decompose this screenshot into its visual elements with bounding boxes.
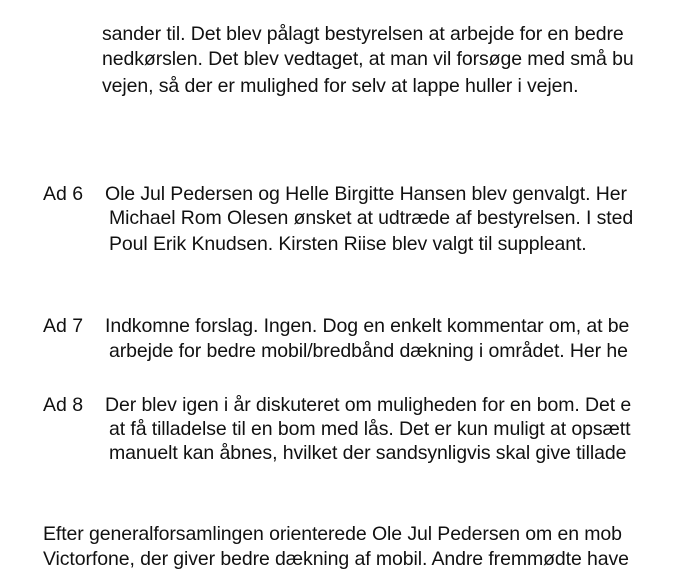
closing-line: Efter generalforsamlingen orienterede Ole Jul Pedersen om en mob xyxy=(43,523,622,545)
intro-line: vejen, så der er mulighed for selv at lappe huller i vejen. xyxy=(102,75,579,97)
closing-line: Victorfone, der giver bedre dækning af mobil. Andre fremmødte have xyxy=(43,548,629,570)
agenda-item-line: Der blev igen i år diskuteret om muligheden for en bom. Det e xyxy=(105,394,632,416)
agenda-item-line: Michael Rom Olesen ønsket at udtræde af bestyrelsen. I sted xyxy=(109,207,634,229)
agenda-item-label: Ad 7 xyxy=(43,315,84,337)
agenda-item-line: Indkomne forslag. Ingen. Dog en enkelt kommentar om, at be xyxy=(105,315,630,337)
agenda-item-line: Poul Erik Knudsen. Kirsten Riise blev valgt til suppleant. xyxy=(109,233,587,255)
agenda-item-label: Ad 8 xyxy=(43,394,84,416)
intro-line: sander til. Det blev pålagt bestyrelsen at arbejde for en bedre xyxy=(102,23,624,45)
agenda-item-line: manuelt kan åbnes, hvilket der sandsynligvis skal give tillade xyxy=(109,442,627,464)
intro-line: nedkørslen. Det blev vedtaget, at man vil forsøge med små bu xyxy=(102,48,634,70)
agenda-item-label: Ad 6 xyxy=(43,183,84,205)
agenda-item-line: arbejde for bedre mobil/bredbånd dækning i området. Her he xyxy=(109,340,628,362)
agenda-item-line: Ole Jul Pedersen og Helle Birgitte Hansen blev genvalgt. Her xyxy=(105,183,627,205)
agenda-item-line: at få tilladelse til en bom med lås. Det er kun muligt at opsætt xyxy=(109,418,631,440)
